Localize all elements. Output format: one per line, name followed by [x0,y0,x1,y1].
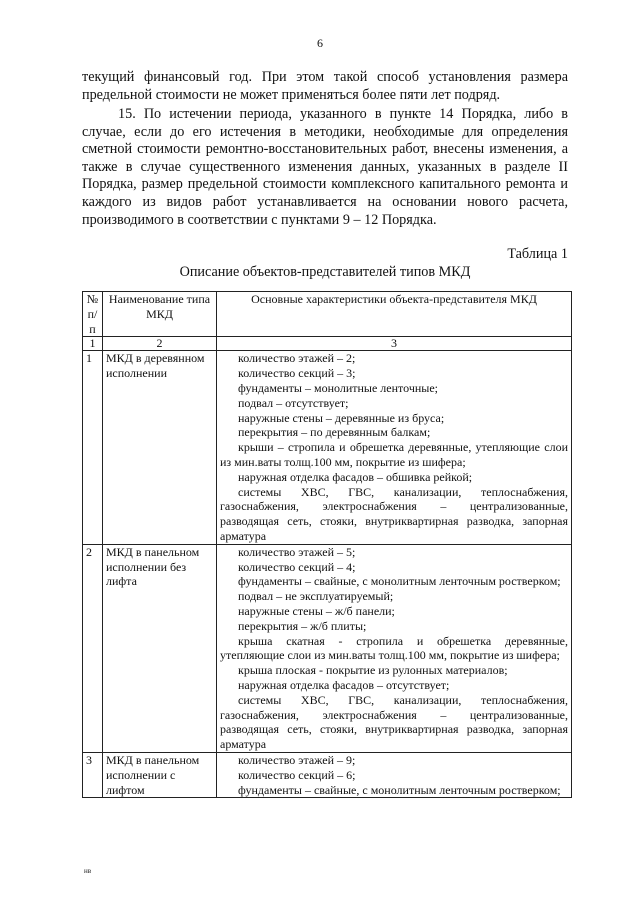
characteristic-line: количество секций – 3; [238,366,356,381]
characteristic-line: наружные стены – деревянные из бруса; [238,410,445,425]
row-type-name: МКД в деревянном исполнении [103,351,217,544]
row-type-name: МКД в панельном исполнении с лифтом [103,752,217,797]
paragraph-continuation: текущий финансовый год. При этом такой способ установления размера предельной стоимости не может применяться более пяти лет подряд. [82,69,568,103]
column-number: 1 [83,337,103,351]
characteristic-line: наружная отделка фасадов – отсутствует; [238,677,450,692]
column-number: 2 [103,337,217,351]
characteristic-line: фундаменты – свайные, с монолитным ленточным ростверком; [238,782,561,797]
objects-table [82,291,572,798]
table-body [83,351,572,798]
table-row [83,752,572,797]
header-type-name: Наименование типа МКД [103,292,217,337]
characteristic-line: фундаменты – монолитные ленточные; [238,380,438,395]
row-characteristics [217,351,572,544]
characteristic-line: количество секций – 6; [238,767,356,782]
characteristic-line: системы ХВС, ГВС, канализации, теплоснабжения, газоснабжения, электроснабжения – централизованные, разводящая сеть, стояки, внутриквартирная разводка, запорная арматура [220,692,568,752]
characteristic-line: количество этажей – 2; [238,351,356,366]
characteristic-line: перекрытия – ж/б плиты; [238,618,367,633]
column-number-row [83,337,572,351]
page-number: 6 [317,36,323,50]
table-title: Описание объектов-представителей типов МКД [179,264,471,280]
characteristic-line: крыши – стропила и обрешетка деревянные, утепляющие слои из мин.ваты толщ.100 мм, покрытие из шифера; [220,440,568,469]
row-number: 3 [83,752,103,797]
row-type-name: МКД в панельном исполнении без лифта [103,544,217,752]
row-characteristics [217,752,572,797]
characteristic-line: количество секций – 4; [238,559,356,574]
column-number: 3 [217,337,572,351]
characteristic-line: наружная отделка фасадов – обшивка рейкой; [238,469,473,484]
characteristic-line: количество этажей – 9; [238,752,356,767]
characteristic-line: фундаменты – свайные, с монолитным ленточным ростверком; [238,574,561,589]
characteristic-line: наружные стены – ж/б панели; [238,603,395,618]
characteristic-line: крыша скатная - стропила и обрешетка деревянные, утепляющие слои из мин.ваты толщ.100 мм, покрытие из шифера; [220,633,568,663]
characteristic-line: подвал – не эксплуатируемый; [238,589,394,604]
footer-mark: нв [84,867,92,875]
characteristic-line: перекрытия – по деревянным балкам; [238,425,431,440]
characteristic-line: системы ХВС, ГВС, канализации, теплоснабжения, газоснабжения, электроснабжения – централизованные, разводящая сеть, стояки, внутриквартирная разводка, запорная арматура [220,484,568,543]
row-number: 1 [83,351,103,544]
characteristic-line: подвал – отсутствует; [238,395,349,410]
row-number: 2 [83,544,103,752]
table-row [83,351,572,544]
table-header-row [83,292,572,337]
header-number: № п/п [83,292,103,337]
paragraph-15: 15. По истечении периода, указанного в пункте 14 Порядка, либо в случае, если до его истечения в методики, необходимые для определения сметной стоимости ремонтно-восстановительных работ, внесены изменения, а также в случае существенного изменения данных, указанных в разделе II Порядка, размер предельной стоимости комплексного капитального ремонта и каждого из видов работ устанавливается на основании нового расчета, производимого в соответствии с пунктами 9 – 12 Порядка. [82,106,568,228]
characteristic-line: количество этажей – 5; [238,544,356,559]
table-row [83,544,572,752]
header-characteristics: Основные характеристики объекта-представителя МКД [217,292,572,337]
table-label: Таблица 1 [507,246,568,262]
row-characteristics [217,544,572,752]
characteristic-line: крыша плоская - покрытие из рулонных материалов; [238,663,508,678]
